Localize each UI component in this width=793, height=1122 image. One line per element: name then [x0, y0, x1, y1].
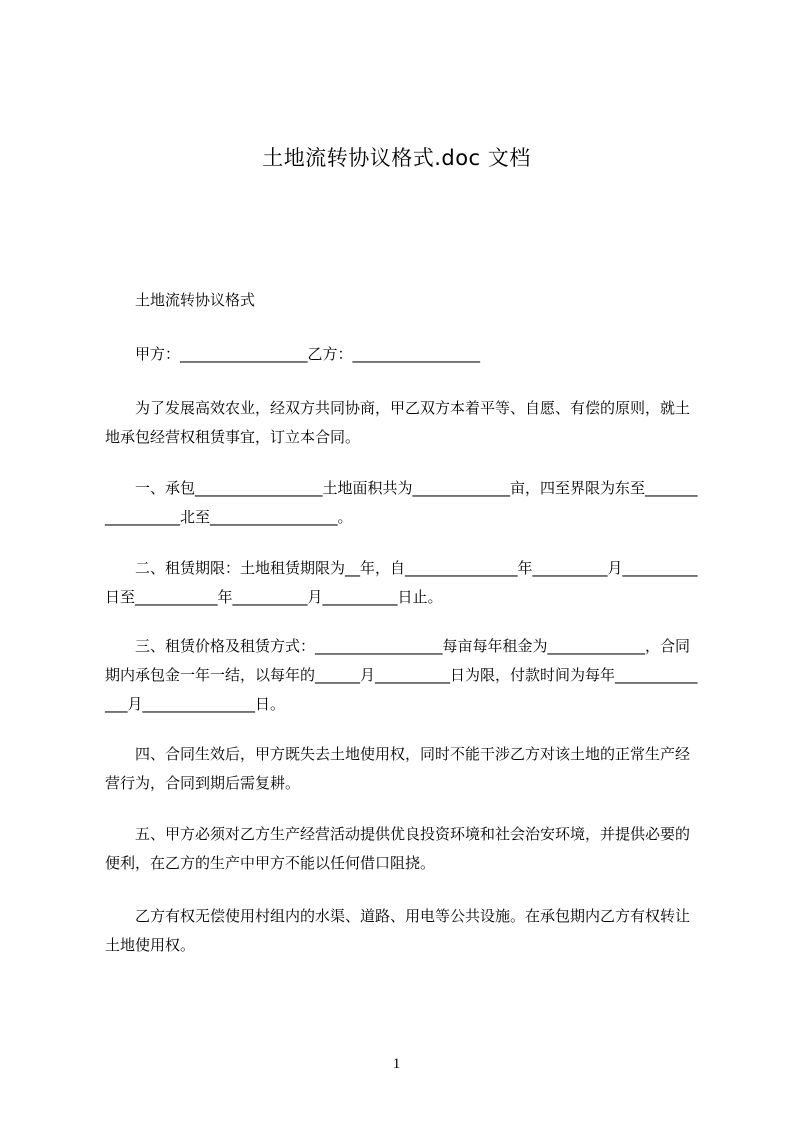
- paragraph-rights: 乙方有权无偿使用村组内的水渠、道路、用电等公共设施。在承包期内乙方有权转让土地使用权。: [105, 907, 691, 954]
- page-number: 1: [392, 1056, 401, 1072]
- paragraph-clause-2: 二、租赁期限：土地租赁期限为__年，自_______________年__________月__________日至___________年__________月__________日止。: [105, 559, 698, 606]
- paragraph-clause-5: 五、甲方必须对乙方生产经营活动提供优良投资环境和社会治安环境，并提供必要的便利，在乙方的生产中甲方不能以任何借口阻挠。: [105, 825, 691, 872]
- paragraph-heading: 土地流转协议格式: [105, 291, 256, 309]
- paragraph-clause-4: 四、合同生效后，甲方既失去土地使用权，同时不能干涉乙方对该土地的正常生产经营行为，合同到期后需复耕。: [105, 745, 691, 792]
- paragraph-clause-3: 三、租赁价格及租赁方式：_________________每亩每年租金为_____________，合同期内承包金一年一结，以每年的______月__________日为限，付款时间为每年______________月_______________日。: [105, 637, 698, 713]
- document-title: 土地流转协议格式.doc 文档: [262, 146, 531, 170]
- paragraph-clause-1: 一、承包_________________土地面积共为_____________亩，四至界限为东至_________________北至_________________。: [105, 479, 698, 526]
- paragraph-parties: 甲方：_________________乙方：_________________: [105, 345, 481, 363]
- paragraph-preamble: 为了发展高效农业，经双方共同协商，甲乙双方本着平等、自愿、有偿的原则，就土地承包经营权租赁事宜，订立本合同。: [105, 399, 691, 446]
